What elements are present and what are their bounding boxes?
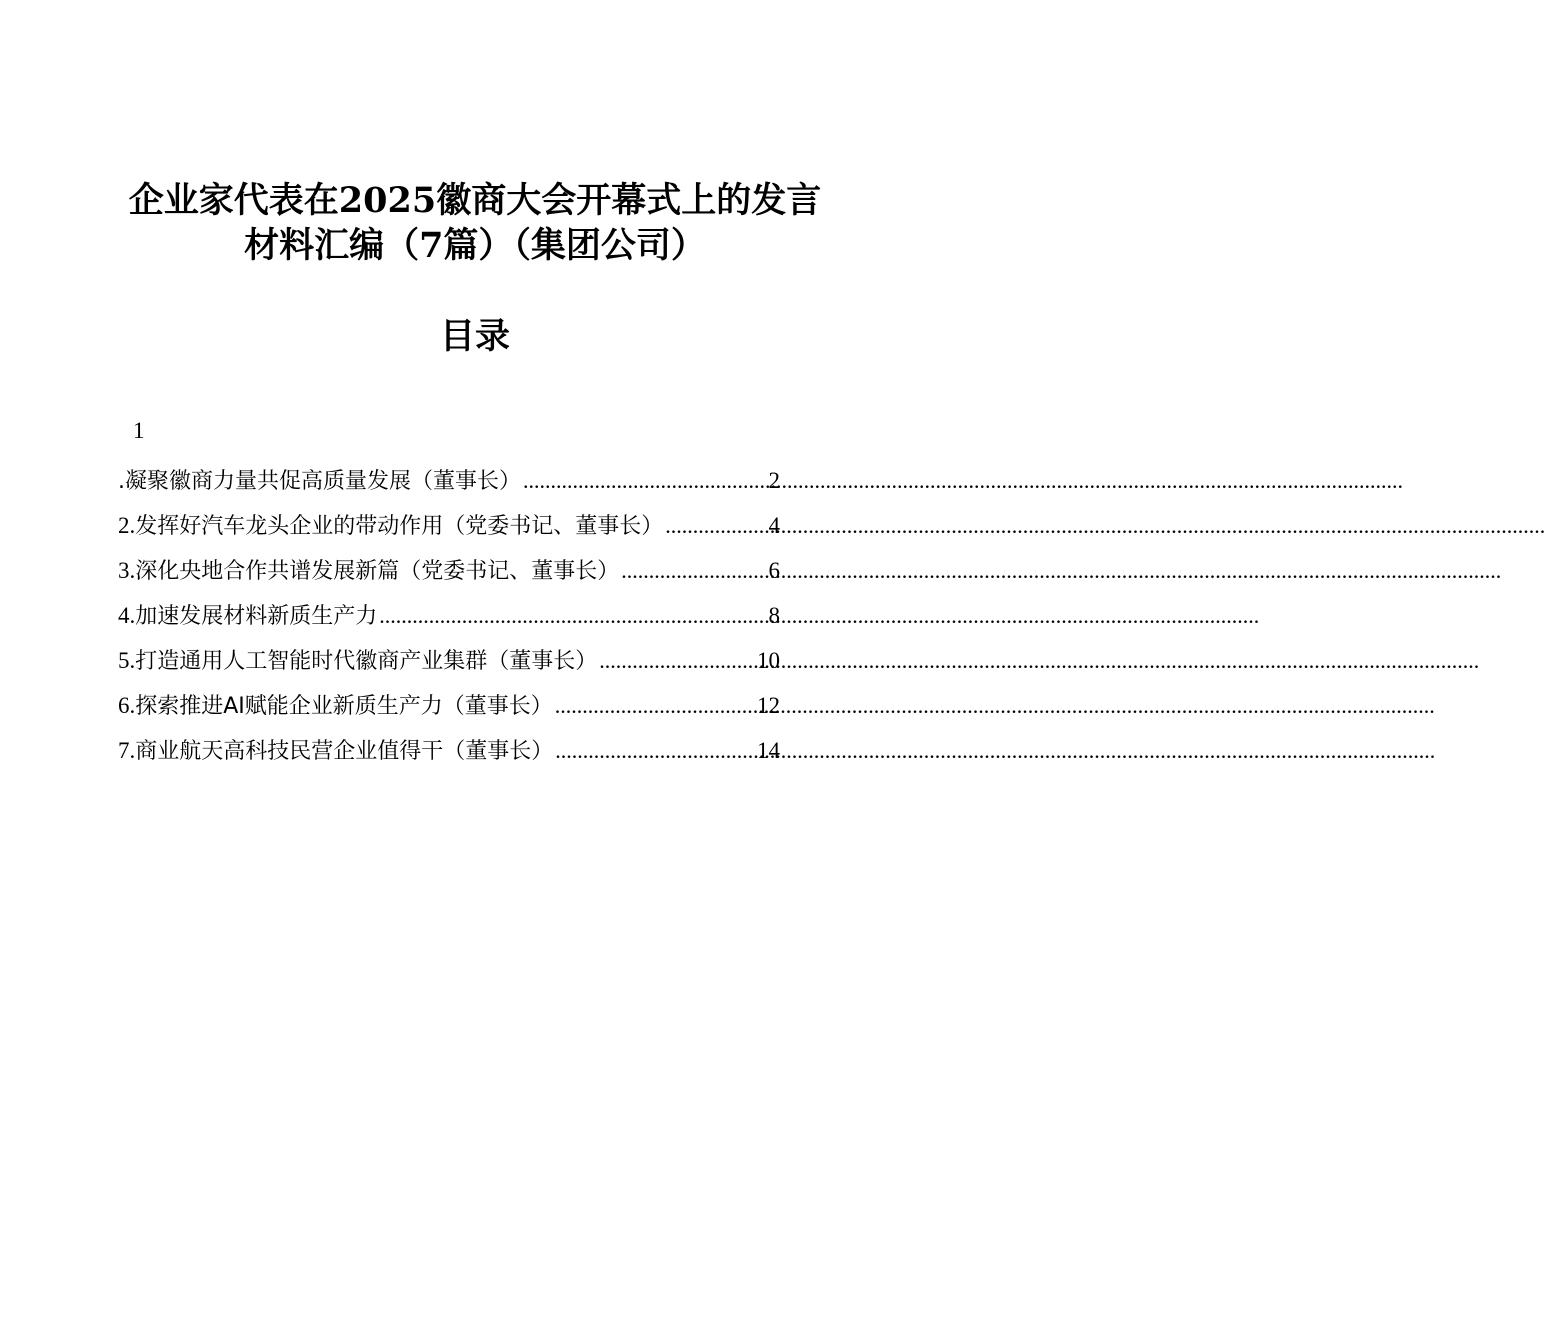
document-title (100, 178, 850, 268)
toc-entry-title: 商业航天高科技民营企业值得干（董事长） (135, 739, 554, 764)
toc-entry-page: 12 (757, 693, 780, 718)
toc-entry-title: 深化央地合作共谱发展新篇（党委书记、董事长） (135, 559, 620, 584)
toc-entry-number: 3. (118, 558, 136, 583)
toc-dot-leader (621, 548, 766, 593)
toc-entry-title: 加速发展材料新质生产力 (135, 604, 378, 629)
toc-entry-6[interactable] (118, 683, 780, 728)
toc-entry-number: 2. (118, 513, 136, 538)
toc-entry-3[interactable] (118, 548, 780, 593)
toc-dot-leader (599, 638, 755, 683)
toc-entry-2[interactable] (118, 503, 780, 548)
toc-dot-leader (523, 458, 767, 503)
toc-dot-leader (665, 503, 766, 548)
toc-entry-5[interactable] (118, 638, 780, 683)
toc-entry-4[interactable] (118, 593, 780, 638)
toc-first-item-number: 1 (133, 418, 145, 443)
toc-entry-page: 8 (768, 603, 780, 628)
toc-dot-leader (379, 593, 766, 638)
document-title-line-1: 企业家代表在2025徽商大会开幕式上的发言 (128, 180, 822, 221)
toc-entry-title: 发挥好汽车龙头企业的带动作用（党委书记、董事长） (135, 514, 664, 539)
toc-entry-7[interactable] (118, 728, 780, 773)
toc-entry-page: 14 (757, 738, 780, 763)
toc-heading: 目录 (439, 316, 510, 357)
toc-entry-page: 2 (768, 468, 780, 493)
toc-dot-leader (555, 683, 755, 728)
table-of-contents (118, 458, 780, 773)
toc-entry-page: 4 (768, 513, 780, 538)
toc-entry-number: 7. (118, 738, 136, 763)
toc-entry-page: 10 (757, 648, 780, 673)
document-title-line-2: 材料汇编（7篇）（集团公司） (244, 225, 706, 266)
toc-entry-number: 4. (118, 603, 136, 628)
toc-entry-number: 5. (118, 648, 136, 673)
toc-entry-page: 6 (768, 558, 780, 583)
toc-entry-1[interactable] (118, 458, 780, 503)
toc-entry-number: 6. (118, 693, 136, 718)
toc-entry-title: 打造通用人工智能时代徽商产业集群（董事长） (135, 649, 598, 674)
toc-entry-title: .凝聚徽商力量共促高质量发展（董事长） (118, 469, 521, 494)
toc-entry-title: 探索推进AI赋能企业新质生产力（董事长） (135, 694, 553, 719)
toc-dot-leader (555, 728, 755, 773)
